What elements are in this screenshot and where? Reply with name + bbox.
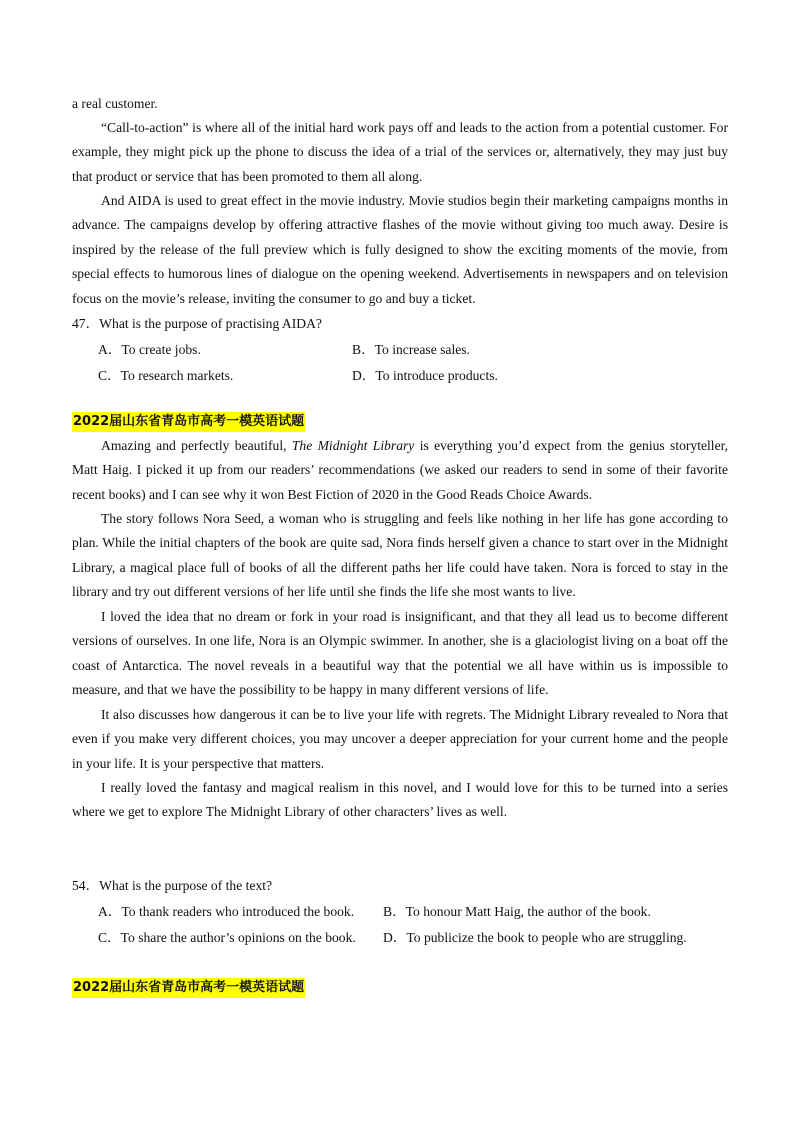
passage1-paragraph-0: a real customer. [72,96,158,111]
passage1-paragraph-2: And AIDA is used to great effect in the movie industry. Movie studios begin their marketing campaigns months in advance. The campaigns develop by offering attractive flashes of the movie without giving too much away. Desire is inspired by the release of the full preview which is fully designed to show the exciting moments of the movie, from special effects to humorous lines of dialogue on the opening weekend. Advertisements in newspapers and on television focus on the movie’s release, inviting the consumer to go and buy a ticket. [72,193,728,306]
question-54-option-c[interactable]: C．To share the author’s opinions on the book. [98,930,356,945]
source-label-highlight: 2022届山东省青岛市高考一模英语试题 [72,412,305,432]
question-47-option-d[interactable]: D．To introduce products. [352,368,498,383]
question-54-option-b[interactable]: B．To honour Matt Haig, the author of the book. [383,904,651,919]
passage2-paragraph-4: It also discusses how dangerous it can be to live your life with regrets. The Midnight Library revealed to Nora that even if you make very different choices, you may uncover a deeper appreciation for your current home and the people in your life. It is your perspective that matters. [72,707,728,771]
question-47-stem: 47．What is the purpose of practising AIDA? [72,316,322,331]
passage2-paragraph-1 [72,434,728,507]
source-label-highlight: 2022届山东省青岛市高考一模英语试题 [72,978,305,998]
passage2-p1-lead: Amazing and perfectly beautiful, [101,438,292,453]
passage1-paragraph-1: “Call-to-action” is where all of the initial hard work pays off and leads to the action from a potential customer. For example, they might pick up the phone to discuss the idea of a trial of the services or, alternatively, they may just buy that product or service that has been promoted to them all along. [72,120,728,184]
passage2-paragraph-3: I loved the idea that no dream or fork in your road is insignificant, and that they all lead us to become different versions of ourselves. In one life, Nora is an Olympic swimmer. In another, she is a glaciologist living on a boat off the coast of Antarctica. The novel reveals in a beautiful way that the potential we all have within us is impossible to measure, and that we have the possibility to be happy in many different versions of life. [72,609,728,698]
question-54-option-d[interactable]: D．To publicize the book to people who are struggling. [383,930,687,945]
question-54-option-a[interactable]: A．To thank readers who introduced the book. [98,904,355,919]
question-47-option-b[interactable]: B．To increase sales. [352,342,470,357]
question-47-option-c[interactable]: C．To research markets. [98,368,234,383]
passage2-paragraph-2: The story follows Nora Seed, a woman who is struggling and feels like nothing in her life has gone according to plan. While the initial chapters of the book are quite sad, Nora finds herself given a chance to start over in the Midnight Library, a magical place full of books of all the different paths her life could have taken. Nora is forced to stay in the library and try out different versions of her life until she finds the life she most wants to live. [72,511,728,600]
question-47-option-a[interactable]: A．To create jobs. [98,342,201,357]
passage2-p1-rest: is everything you’d expect from the genius storyteller, Matt Haig. I picked it up from our readers’ recommendations (we asked our readers to send in some of their favorite recent books) and I can see why it won Best Fiction of 2020 in the Good Reads Choice Awards. [72,438,728,502]
question-54-stem: 54．What is the purpose of the text? [72,878,273,893]
book-title: The Midnight Library [291,438,415,453]
passage2-paragraph-5: I really loved the fantasy and magical realism in this novel, and I would love for this to be turned into a series where we get to explore The Midnight Library of other characters’ lives as well. [72,780,728,820]
